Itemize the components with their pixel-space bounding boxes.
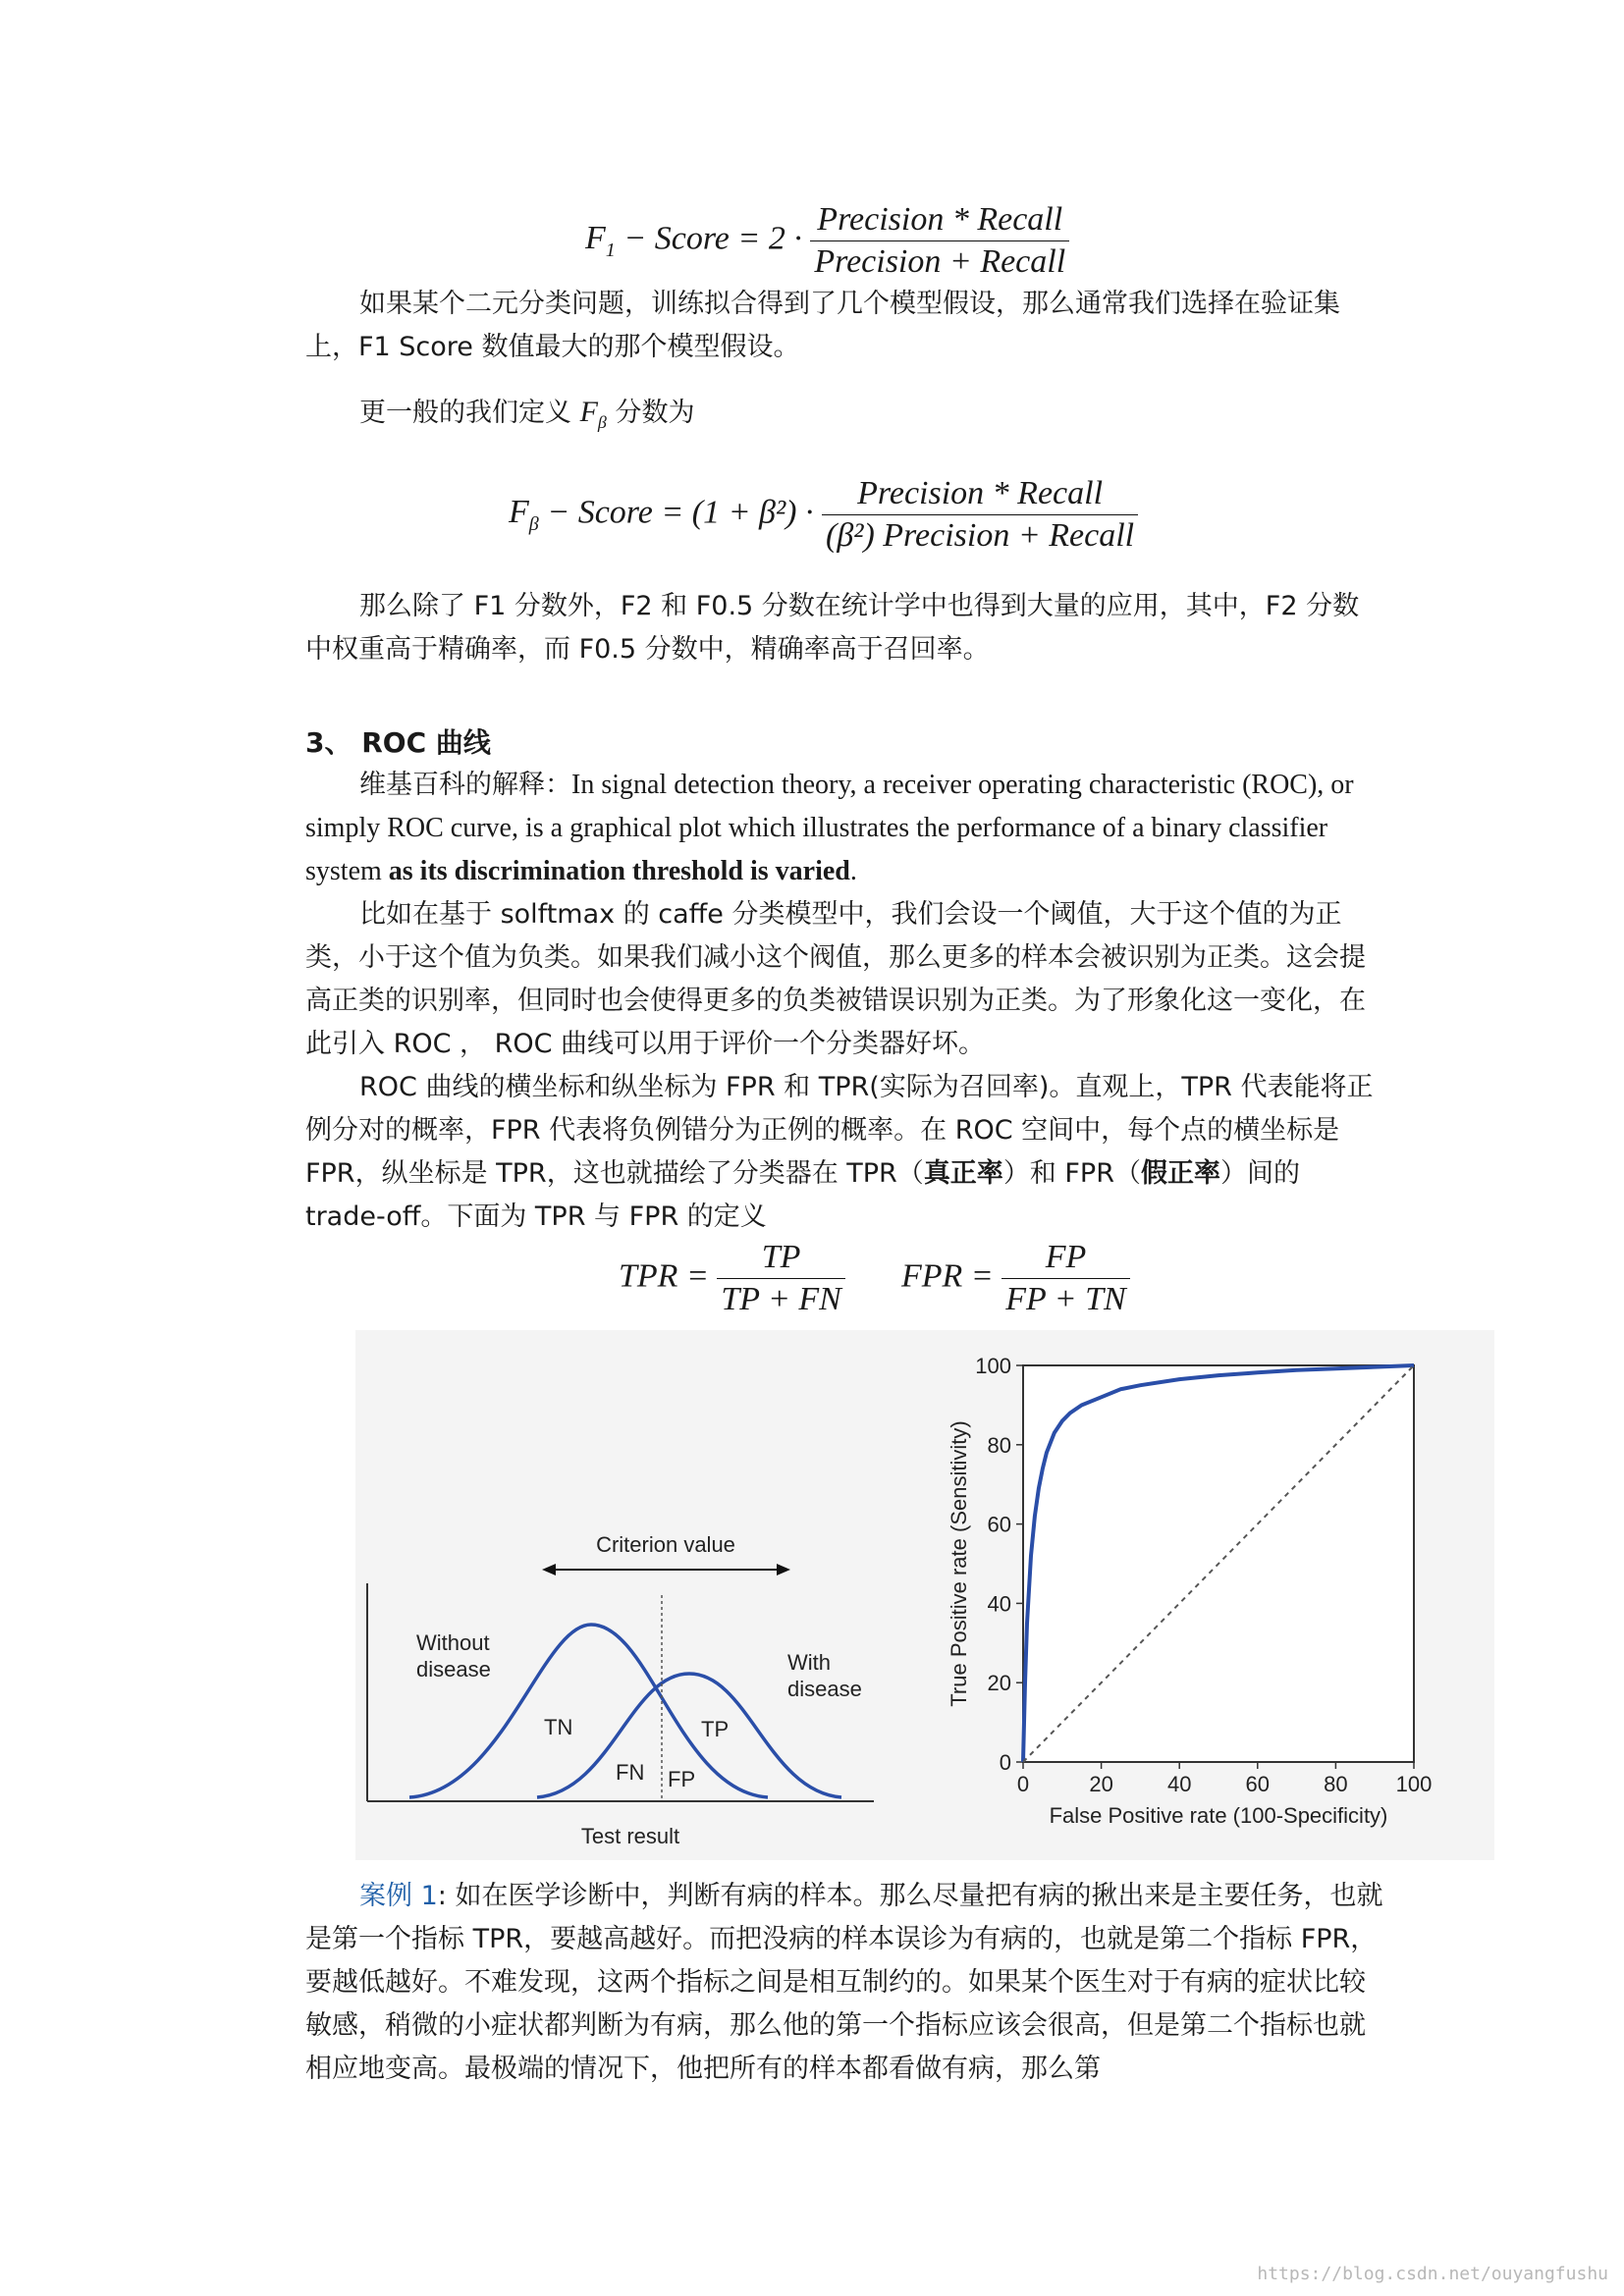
roc-y-axis-label: True Positive rate (Sensitivity)	[947, 1420, 971, 1707]
roc-x-tick-label: 40	[1166, 1772, 1192, 1796]
roc-y-tick-label: 80	[987, 1432, 1011, 1458]
roc-y-tick-label: 40	[987, 1591, 1011, 1617]
f1-numerator: Precision * Recall	[810, 201, 1069, 241]
roc-y-tick-label: 60	[987, 1512, 1011, 1537]
test-result-label: Test result	[580, 1824, 680, 1848]
watermark: https://blog.csdn.net/ouyangfushu	[1257, 2264, 1608, 2284]
criterion-label: Criterion value	[596, 1532, 735, 1557]
fpr-formula: FPR = $\frac{FP}{FP + TN}$	[901, 1239, 1130, 1318]
roc-x-tick-label: 100	[1395, 1772, 1433, 1796]
roc-y-tick-label: 0	[999, 1750, 1011, 1775]
roc-y-tick-label: 100	[975, 1354, 1011, 1378]
case-label: 案例 1	[359, 1881, 438, 1911]
paragraph-roc-axes: ROC 曲线的横坐标和纵坐标为 FPR 和 TPR(实际为召回率)。直观上，TPR 代表能将正例分对的概率，FPR 代表将负例错分为正例的概率。在 ROC 空间中，每个点的横坐标是 FPR，纵坐标是 TPR，这也就描绘了分类器在 TPR（真正率）和 FPR（假正率）间的 trade-off。下面为 TPR 与 FPR 的定义	[305, 1072, 1374, 1232]
tn-label: TN	[544, 1715, 573, 1739]
roc-y-tick-label: 20	[987, 1671, 1011, 1696]
paragraph-f2-f05: 那么除了 F1 分数外，F2 和 F0.5 分数在统计学中也得到大量的应用，其中，F2 分数中权重高于精确率，而 F0.5 分数中，精确率高于召回率。	[305, 591, 1360, 665]
roc-x-axis-label: False Positive rate (100-Specificity)	[1049, 1803, 1388, 1828]
paragraph-fbeta-intro: 更一般的我们定义 $F_\beta$ 分数为	[359, 396, 695, 432]
roc-figure	[355, 1330, 1494, 1860]
criterion-arrow-left-head	[542, 1564, 556, 1575]
paragraph-wikipedia: 维基百科的解释：In signal detection theory, a receiver operating characteristic (ROC), or simply ROC curve, is a graphical plot which illustrates the performance of a binary classifier system as its discrimination threshold is varied.	[305, 770, 1354, 886]
fn-label: FN	[616, 1760, 645, 1785]
fbeta-denominator: (β²) Precision + Recall	[826, 517, 1135, 554]
tp-label: TP	[701, 1717, 730, 1741]
roc-x-tick-label: 60	[1245, 1772, 1271, 1796]
without-label-line1: Without	[416, 1630, 490, 1655]
roc-x-tick-label: 80	[1324, 1772, 1348, 1796]
fbeta-numerator: Precision * Recall	[822, 475, 1138, 515]
with-label-line2: disease	[787, 1677, 862, 1701]
f1-denominator: Precision + Recall	[814, 243, 1066, 280]
criterion-arrow-right-head	[777, 1564, 790, 1575]
roc-x-tick-label: 0	[1016, 1772, 1030, 1796]
roc-x-tick-label: 20	[1089, 1772, 1113, 1796]
paragraph-threshold: 比如在基于 solftmax 的 caffe 分类模型中，我们会设一个阈值，大于这个值的为正类，小于这个值为负类。如果我们减小这个阀值，那么更多的样本会被识别为正类。这会提高正类的识别率，但同时也会使得更多的负类被错误识别为正类。为了形象化这一变化，在此引入 ROC ， ROC 曲线可以用于评价一个分类器好坏。	[305, 899, 1366, 1059]
fbeta-formula: $F_\beta$ − Score = (1 + β²) · $\frac{\text{Precision * Recall}}{\text{(β²) Precision + Recall}}$	[509, 475, 1138, 555]
section-heading-roc: 3、 ROC 曲线	[305, 726, 491, 759]
f1-formula: $F_1$ − Score = 2 · $\frac{\text{Precision * Recall}}{\text{Precision + Recall}}$	[585, 201, 1069, 281]
fp-label: FP	[668, 1767, 696, 1791]
distribution-diagram	[367, 1532, 874, 1848]
without-label-line2: disease	[416, 1657, 491, 1682]
roc-chart	[947, 1354, 1432, 1828]
tpr-formula: TPR = $\frac{TP}{TP + FN}$	[619, 1239, 845, 1318]
with-label-line1: With	[787, 1650, 831, 1675]
roc-figure-svg	[355, 1330, 1494, 1860]
paragraph-f1-selection: 如果某个二元分类问题，训练拟合得到了几个模型假设，那么通常我们选择在验证集上，F1 Score 数值最大的那个模型假设。	[305, 289, 1340, 362]
paragraph-case-1: 案例 1: 如在医学诊断中，判断有病的样本。那么尽量把有病的揪出来是主要任务，也就是第一个指标 TPR，要越高越好。而把没病的样本误诊为有病的，也就是第二个指标 FPR，要越低越好。不难发现，这两个指标之间是相互制约的。如果某个医生对于有病的症状比较敏感，稍微的小症状都判断为有病，那么他的第一个指标应该会很高，但是第二个指标也就相应地变高。最极端的情况下，他把所有的样本都看做有病，那么第	[305, 1881, 1383, 2084]
